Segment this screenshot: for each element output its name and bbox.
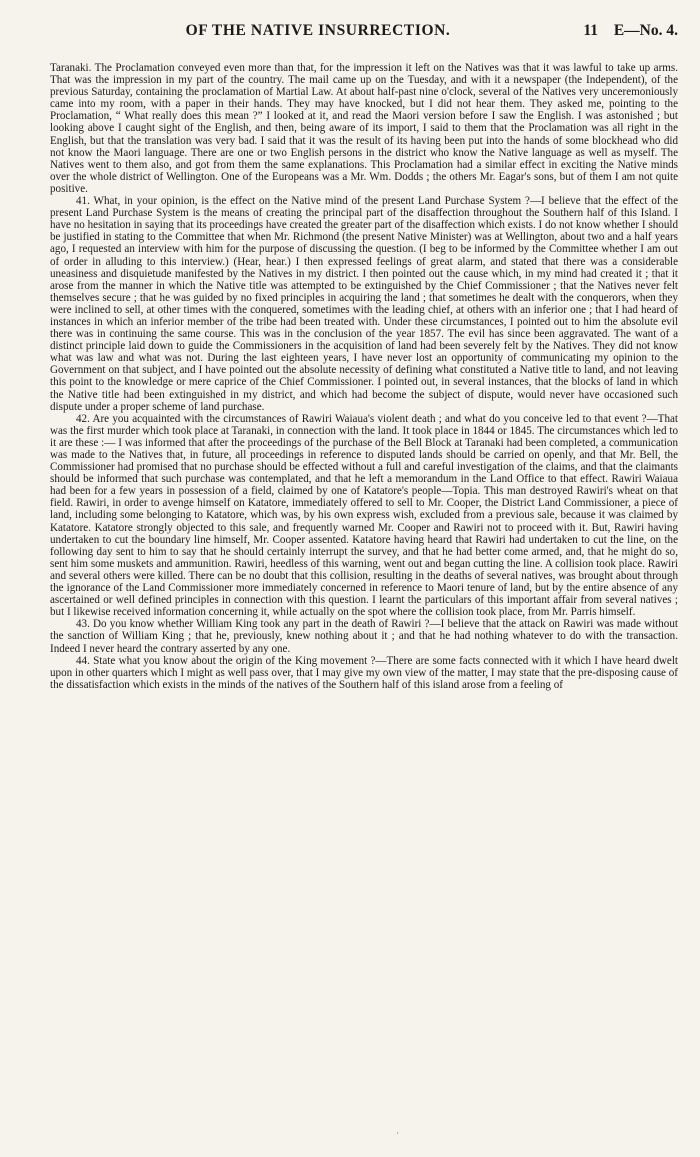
document-reference: E—No. 4. xyxy=(613,22,678,39)
paragraph-question-44: 44. State what you know about the origin of the King movement ?—There are some facts connected with it which I have heard dwelt upon in other quarters which I might as well pass over, that I may give my own view of the matter, I may state that the pre-disposing cause of the dissatisfaction which exists in the minds of the natives of the Southern half of this island arose from a feeling of xyxy=(50,654,678,691)
paragraph-question-43: 43. Do you know whether William King took any part in the death of Rawiri ?—I believe that the attack on Rawiri was made without the sanction of William King ; that he, previously, knew nothing about it ; and that he had nothing whatever to do with the transaction. Indeed I never heard the contrary asserted by any one. xyxy=(50,618,678,655)
print-mark: · xyxy=(396,1128,399,1138)
body-text xyxy=(50,62,678,691)
paragraph-question-41: 41. What, in your opinion, is the effect on the Native mind of the present Land Purchase System ?—I believe that the effect of the present Land Purchase System is the means of creating the principal part of the disaffection throughout the Southern half of this Island. I have no hesitation in saying that its proceedings have created the greater part of the disaffection which exists. I do not know whether I should be justified in stating to the Committee that when Mr. Richmond (the present Native Minister) was at Wellington, about two and a half years ago, I requested an interview with him for the purpose of discussing the question. (I beg to be informed by the Committee whether I am out of order in alluding to this interview.) (Hear, hear.) I then expressed feelings of great alarm, and stated that there was a considerable uneasiness and disquietude manifested by the Natives in my district. I then pointed out the cause which, in my mind had created it ; that it arose from the manner in which the Native title was attempted to be extinguished by the Chief Commissioner ; that the Natives never felt themselves secure ; that he was guided by no fixed principles in acquiring the land ; that sometimes he dealt with the conquerors, when they were inclined to sell, at other times with the conquered, sometimes with the leading chief, at others with an inferior one ; that I had heard of instances in which an inferior member of the tribe had been treated with. Under these circumstances, I pointed out to him the absolute evil there was in continuing the same course. This was in the conclusion of the year 1857. The evil has since been aggravated. The want of a distinct principle laid down to guide the Commissioners in the acquisition of land had been severely felt by the Natives. They did not know what was law and what was not. During the last eighteen years, I have never lost an opportunity of communicating my opinion to the Government on that subject, and I have pointed out the absolute necessity of defining what constituted a Native title to land, and not leaving this point to the knowledge or mere caprice of the Chief Commissioner. I pointed out, in several instances, that the blocks of land in which the Native title had been extinguished in my district, and which had become the subject of dispute, would never have occasioned such dispute under a proper scheme of land purchase. xyxy=(50,195,678,413)
page-header xyxy=(50,22,678,48)
page-number: 11 xyxy=(583,22,598,39)
paragraph-question-42: 42. Are you acquainted with the circumstances of Rawiri Waiaua's violent death ; and what do you conceive led to that event ?—That was the first murder which took place at Taranaki, in connection with the land. It took place in 1844 or 1845. The circumstances which led to it are these :— I was informed that after the proceedings of the purchase of the Bell Block at Taranaki had been completed, a communication was made to the Natives that, in future, all proceedings in reference to disputed lands should be carried on openly, and that Mr. Bell, the Commissioner had promised that no purchase should be effected without a full and careful investigation of the claims, and that the claimants should be informed that such purchase was contemplated, and that he left a memorandum in the Land Office to that effect. Rawiri Waiaua had been for a few years in possession of a field, claimed by one of Katatore's people—Topia. This man destroyed Rawiri's wheat on that field. Rawiri, in order to avenge himself on Katatore, immediately offered to sell to Mr. Cooper, the District Land Commissioner, a piece of land, including some belonging to Katatore, which was, by his own express wish, excluded from a previous sale, because it was claimed by Katatore. Katatore strongly objected to this sale, and frequently warned Mr. Cooper and Rawiri not to proceed with it. But, Rawiri having undertaken to cut the boundary line himself, Mr. Cooper assented. Katatore having heard that Rawiri had undertaken to cut the line, on the following day sent to him to say that he should certainly interrupt the survey, and that he had better come armed, and, that he might do so, sent him some muskets and ammunition. Rawiri, heedless of this warning, went out and began cutting the line. A collision took place. Rawiri and several others were killed. There can be no doubt that this collision, resulting in the deaths of several natives, was brought about through the ignorance of the Land Commissioner more immediately concerned in reference to Maori tenure of land, but by the entire absence of any ascertained or well defined principles in connection with this question. I learnt the particulars of this important affair from several natives ; but I likewise received information concerning it, while actually on the spot where the collision took place, from Mr. Parris himself. xyxy=(50,412,678,619)
running-title: OF THE NATIVE INSURRECTION. xyxy=(185,22,451,39)
paragraph-continuation: Taranaki. The Proclamation conveyed even more than that, for the impression it left on the Natives was that it was lawful to take up arms. That was the impression in my part of the country. The mail came up on the Tuesday, and with it a newspaper (the Independent), of the previous Saturday, containing the proclamation of Martial Law. At about half-past nine o'clock, several of the Natives very unceremoniously came into my room, with a paper in their hands. They may have knocked, but I did not hear them. They asked me, pointing to the Proclamation, “ What really does this mean ?” I looked at it, and read the Maori version before I saw the English. I was astonished ; but looking above I caught sight of the English, and then, being aware of its import, I said to them that the Proclamation was all right in the English, but that the translation was very bad. I said that it was the result of its having been put into the hands of some blockhead who did not know the Maori language. There are one or two English persons in the district who know the Native language as well as myself. The Natives went to them also, and got from them the same explanations. This Proclamation had a similar effect in exciting the Native minds over the whole district of Wellington. One of the Europeans was a Mr. Wm. Dodds ; the others Mr. Eagar's sons, but of them I am not quite positive. xyxy=(50,62,678,195)
